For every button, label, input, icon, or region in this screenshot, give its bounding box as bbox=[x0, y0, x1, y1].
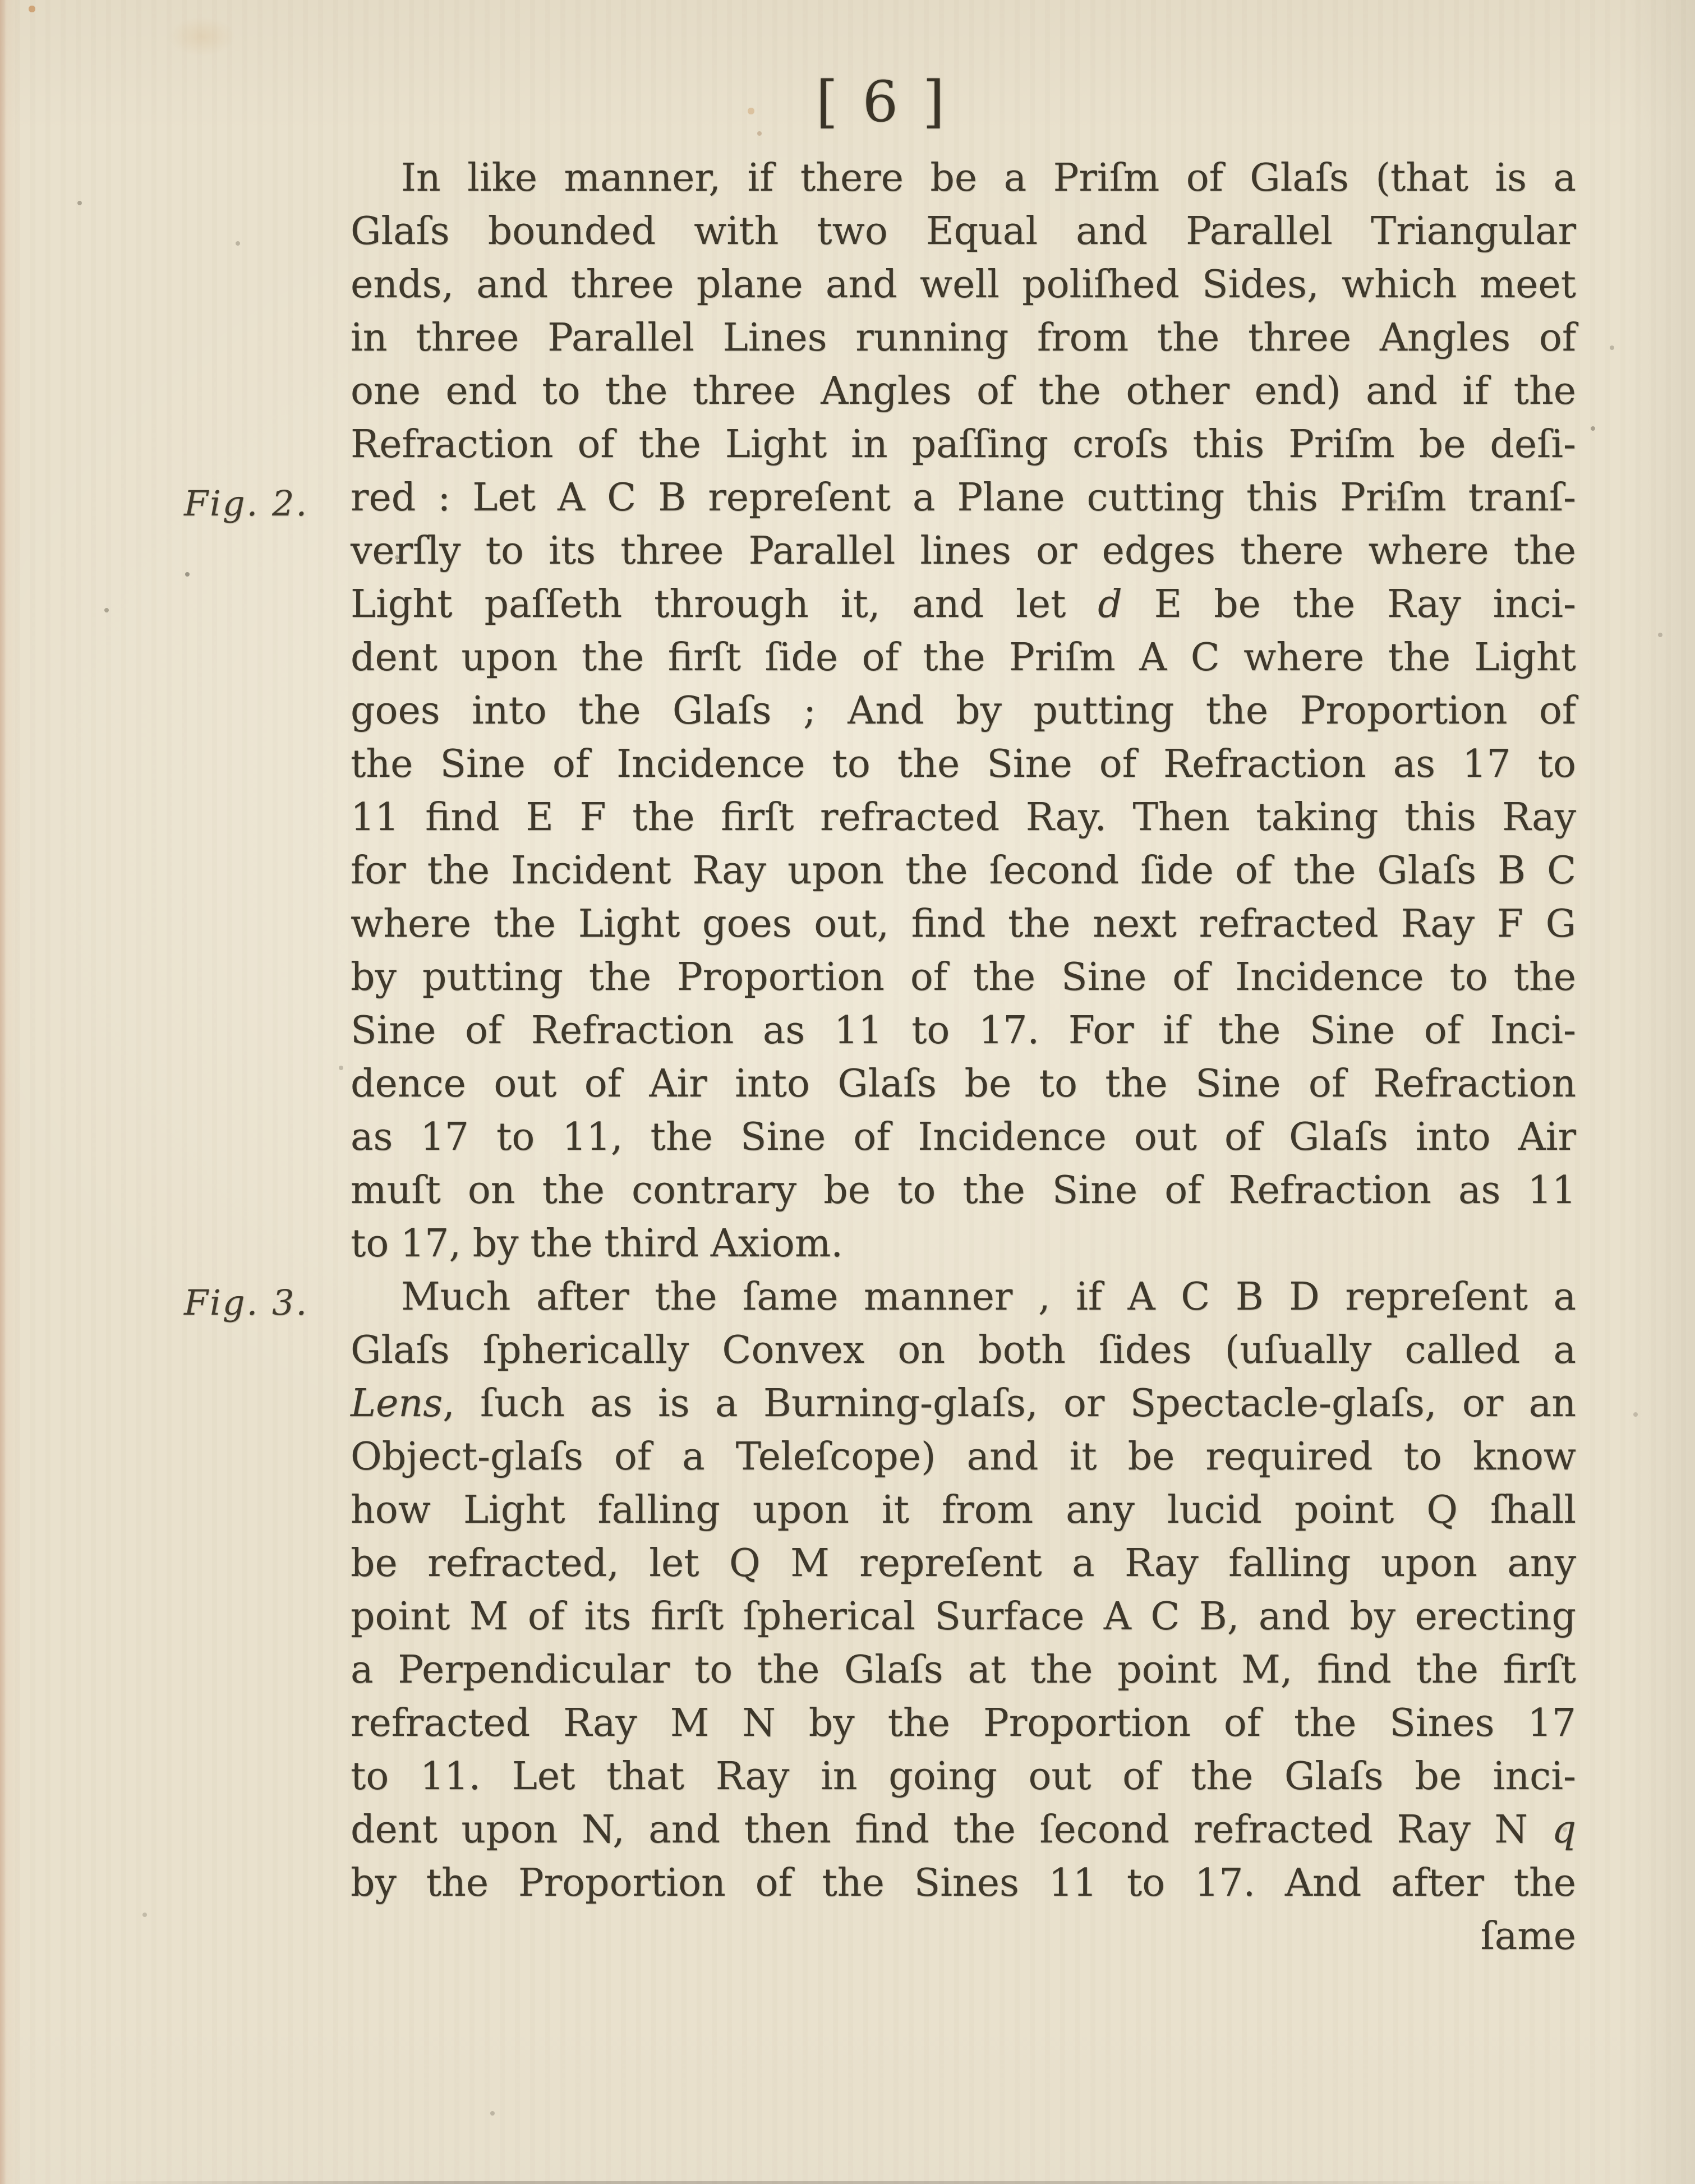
text-line: the Sine of Incidence to the Sine of Refraction as 17 to bbox=[351, 742, 1576, 786]
text-line: to 17, by the third Axiom. bbox=[351, 1222, 843, 1266]
text-line: dent upon the firſt ſide of the Priſm A C where the Light bbox=[351, 635, 1576, 680]
text-line: how Light falling upon it from any lucid point Q ſhall bbox=[351, 1488, 1576, 1532]
text-line: Object-glaſs of a Teleſcope) and it be required to know bbox=[351, 1435, 1576, 1479]
text-line: muſt on the contrary be to the Sine of Refraction as 11 bbox=[351, 1168, 1576, 1213]
page-left-edge bbox=[0, 0, 7, 2184]
text-line: be refracted, let Q M repreſent a Ray falling upon any bbox=[351, 1541, 1576, 1586]
catchword: ſame bbox=[1480, 1914, 1576, 1959]
text-line: red : Let A C B repreſent a Plane cutting this Priſm tranſ- bbox=[351, 476, 1576, 520]
text-line: refracted Ray M N by the Proportion of the Sines 17 bbox=[351, 1701, 1576, 1745]
text-line: to 11. Let that Ray in going out of the Glaſs be inci- bbox=[351, 1754, 1576, 1799]
figure-margin-note: Fig. 3. bbox=[184, 1282, 309, 1323]
figure-margin-note: Fig. 2. bbox=[184, 483, 309, 524]
text-line: verſly to its three Parallel lines or edges there where the bbox=[351, 529, 1576, 573]
text-line: one end to the three Angles of the other end) and if the bbox=[351, 369, 1576, 413]
text-line: Refraction of the Light in paſſing croſs this Priſm be deſi- bbox=[351, 422, 1576, 467]
text-block bbox=[351, 151, 1576, 1963]
text-line: goes into the Glaſs ; And by putting the Proportion of bbox=[351, 689, 1576, 733]
text-line: Lens, ſuch as is a Burning-glaſs, or Spectacle-glaſs, or an bbox=[351, 1381, 1576, 1426]
page-bottom-edge bbox=[0, 2181, 1695, 2184]
text-line: Light paſſeth through it, and let d E be the Ray inci- bbox=[351, 582, 1577, 626]
text-line: dent upon N, and then find the ſecond refracted Ray N q bbox=[351, 1808, 1576, 1852]
text-line: a Perpendicular to the Glaſs at the point M, find the firſt bbox=[351, 1648, 1576, 1692]
foxing-stain bbox=[168, 17, 236, 56]
text-line: as 17 to 11, the Sine of Incidence out of Glaſs into Air bbox=[351, 1115, 1576, 1159]
text-line: Much after the ſame manner , if A C B D repreſent a bbox=[401, 1275, 1576, 1319]
text-line: for the Incident Ray upon the ſecond ſide of the Glaſs B C bbox=[351, 849, 1576, 893]
text-line: 11 find E F the firſt refracted Ray. Then taking this Ray bbox=[351, 795, 1576, 840]
text-line: by putting the Proportion of the Sine of Incidence to the bbox=[351, 955, 1576, 999]
text-line: where the Light goes out, find the next refracted Ray F G bbox=[351, 902, 1576, 946]
text-line: Glaſs ſpherically Convex on both ſides (uſually called a bbox=[351, 1328, 1576, 1372]
text-line: in three Parallel Lines running from the three Angles of bbox=[351, 316, 1576, 360]
paper-specks bbox=[0, 0, 2, 2]
text-line: ends, and three plane and well poliſhed Sides, which meet bbox=[351, 262, 1576, 307]
text-line: Sine of Refraction as 11 to 17. For if the Sine of Inci- bbox=[351, 1008, 1576, 1053]
text-line: by the Proportion of the Sines 11 to 17. And after the bbox=[351, 1861, 1576, 1905]
text-line: dence out of Air into Glaſs be to the Sine of Refraction bbox=[351, 1062, 1576, 1106]
text-line: Glaſs bounded with two Equal and Parallel Triangular bbox=[351, 209, 1576, 254]
text-line: In like manner, if there be a Priſm of Glaſs (that is a bbox=[401, 156, 1576, 200]
text-line: point M of its firſt ſpherical Surface A C B, and by erecting bbox=[351, 1595, 1576, 1639]
page-number: [ 6 ] bbox=[816, 69, 948, 135]
